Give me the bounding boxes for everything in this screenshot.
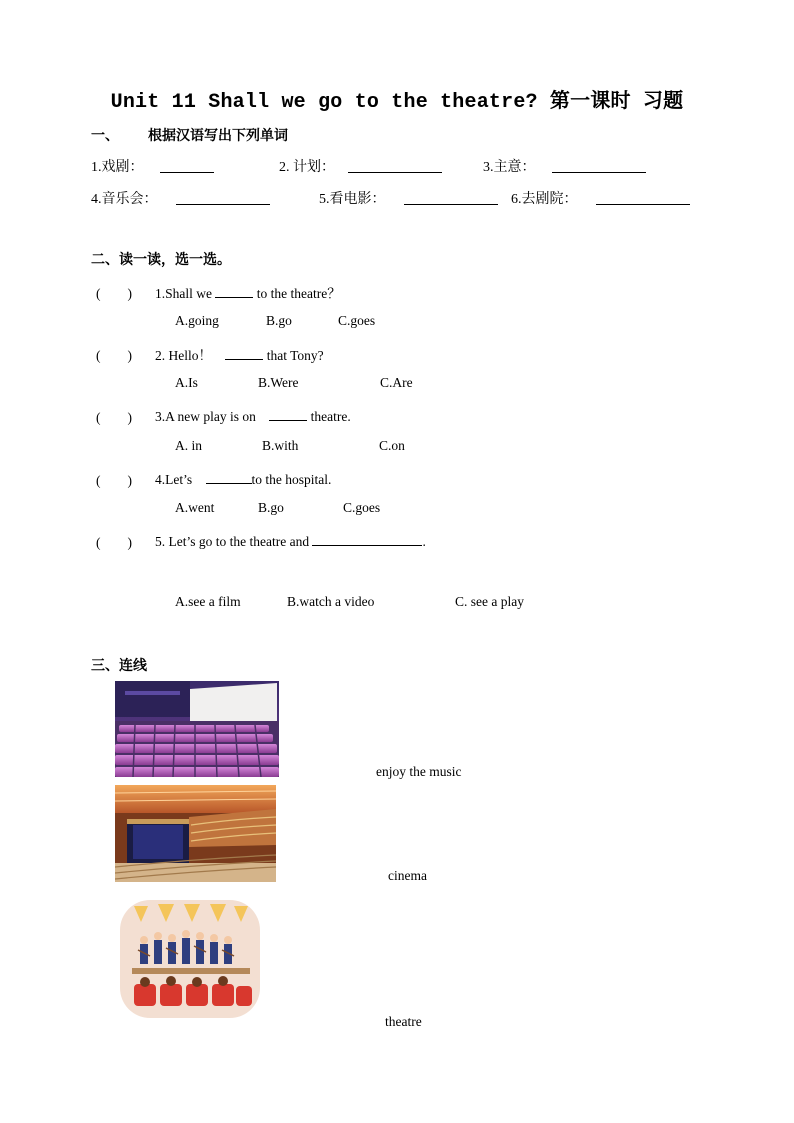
question-2: 2. Hello！ that Tony? (155, 344, 324, 364)
q4-option-a: A.went (175, 500, 215, 515)
answer-bracket-1[interactable]: ( ) (96, 286, 132, 301)
cinema-hall-photo[interactable] (115, 681, 279, 777)
question-5: 5. Let’s go to the theatre and . (155, 531, 426, 550)
vocab-blank-3[interactable] (552, 158, 646, 173)
vocab-item-4: 4.音乐会： (91, 192, 158, 207)
question-1-blank[interactable] (215, 283, 253, 298)
question-4: 4.Let’s to the hospital. (155, 469, 331, 488)
q3-option-a: A. in (175, 438, 202, 453)
match-word-2[interactable]: cinema (388, 868, 427, 883)
q1-option-b: B.go (266, 313, 292, 328)
question-4-blank[interactable] (206, 469, 252, 484)
part1-heading-number: 一、 (91, 128, 119, 144)
part1-heading: 根据汉语写出下列单词 (148, 128, 288, 144)
q3-option-b: B.with (262, 438, 299, 453)
q3-option-c: C.on (379, 438, 405, 453)
vocab-blank-4[interactable] (176, 190, 270, 205)
q5-option-b: B.watch a video (287, 594, 375, 609)
q1-option-c: C.goes (338, 313, 376, 328)
vocab-item-3: 3.主意： (483, 160, 536, 175)
question-3: 3.A new play is on theatre. (155, 406, 351, 425)
vocab-item-6: 6.去剧院： (511, 192, 578, 207)
question-5-blank[interactable] (312, 531, 422, 546)
part3-heading: 三、连线 (91, 658, 147, 674)
concert-orchestra-graphic (118, 898, 262, 1020)
question-2-blank[interactable] (225, 345, 263, 360)
q4-option-b: B.go (258, 500, 284, 515)
vocab-blank-5[interactable] (404, 190, 498, 205)
q1-option-a: A.going (175, 313, 219, 328)
match-word-3[interactable]: theatre (385, 1014, 422, 1029)
answer-bracket-3[interactable]: ( ) (96, 410, 132, 425)
q2-option-b: B.Were (258, 375, 299, 390)
question-3-blank[interactable] (269, 406, 307, 421)
cinema-hall-graphic (115, 681, 279, 777)
answer-bracket-5[interactable]: ( ) (96, 535, 132, 550)
vocab-blank-6[interactable] (596, 190, 690, 205)
question-1: 1.Shall we to the theatre？ (155, 282, 341, 302)
concert-orchestra-illustration[interactable] (118, 898, 262, 1020)
q2-option-c: C.Are (380, 375, 413, 390)
page-title: Unit 11 Shall we go to the theatre? 第一课时 习题 (110, 91, 684, 114)
q5-option-a: A.see a film (175, 594, 241, 609)
vocab-item-5: 5.看电影： (319, 192, 386, 207)
q5-option-c: C. see a play (455, 594, 524, 609)
answer-bracket-4[interactable]: ( ) (96, 473, 132, 488)
part2-heading: 二、读一读，选一选。 (91, 252, 231, 268)
q2-option-a: A.Is (175, 375, 198, 390)
theatre-stage-graphic (115, 785, 276, 882)
vocab-blank-2[interactable] (348, 158, 442, 173)
vocab-item-1: 1.戏剧： (91, 160, 144, 175)
answer-bracket-2[interactable]: ( ) (96, 348, 132, 363)
theatre-stage-photo[interactable] (115, 785, 276, 882)
q4-option-c: C.goes (343, 500, 381, 515)
vocab-blank-1[interactable] (160, 158, 214, 173)
vocab-item-2: 2. 计划： (279, 160, 335, 175)
match-word-1[interactable]: enjoy the music (376, 764, 462, 779)
